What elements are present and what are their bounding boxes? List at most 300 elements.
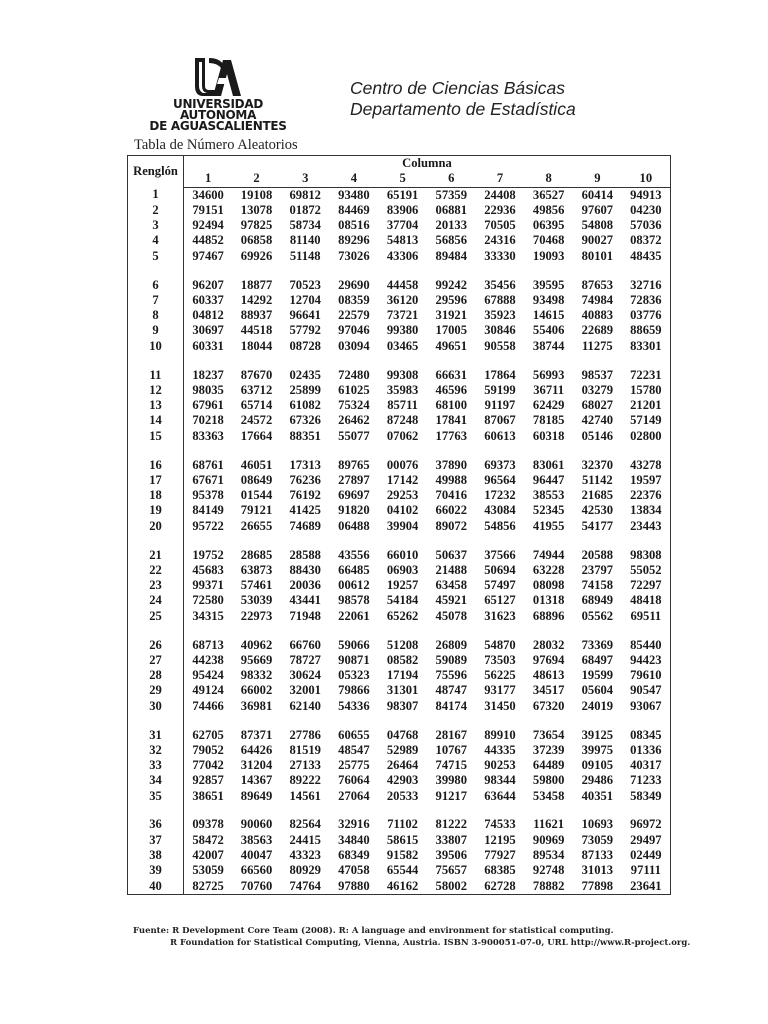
random-number-cell: 33807 [435,832,468,847]
random-number-cell: 24408 [484,187,516,202]
random-number-cell: 27133 [289,758,321,773]
random-number-cell: 79151 [192,202,224,217]
random-number-cell: 69926 [240,248,273,263]
random-number-cell: 46051 [240,457,273,472]
random-number-cell: 62429 [532,398,565,413]
random-number-cell: 89072 [435,518,468,533]
random-number-cell: 37566 [484,547,516,562]
table-title: Tabla de Número Aleatorios [134,137,298,153]
random-number-cell: 48435 [630,248,662,263]
random-number-cell: 62705 [192,727,224,742]
random-number-cell: 44335 [484,742,516,757]
random-number-cell: 26809 [435,637,468,652]
random-number-cell: 83061 [532,457,565,472]
random-number-cell: 87653 [581,277,614,292]
random-number-cell: 13834 [630,503,662,518]
random-number-cell: 93480 [338,187,370,202]
random-number-cell: 97607 [581,202,614,217]
random-number-cell: 73026 [338,248,370,263]
random-number-cell: 08728 [289,338,321,353]
random-number-cell: 19597 [630,472,662,487]
random-number-cell: 90558 [484,338,516,353]
random-number-cell: 48547 [338,742,370,757]
column-number: 5 [378,171,427,187]
random-number-cell: 20533 [386,788,419,803]
random-number-cell: 28167 [435,727,468,742]
random-number-cell: 74158 [581,578,614,593]
random-number-cell: 78882 [532,878,565,893]
random-number-cell: 36981 [240,698,273,713]
random-number-cell: 54808 [581,218,614,233]
random-number-cell: 73059 [581,832,614,847]
table-row [128,638,671,653]
random-number-cell: 66002 [240,683,273,698]
random-number-cell: 77042 [192,758,224,773]
random-number-cell: 51148 [289,248,321,263]
random-number-cell: 90253 [484,758,516,773]
random-number-cell: 01872 [289,202,321,217]
random-number-cell: 35923 [484,308,516,323]
random-number-cell: 04768 [386,727,419,742]
column-number: 7 [476,171,525,187]
random-number-cell: 74984 [581,292,614,307]
group-spacer [128,714,671,728]
random-number-cell: 27786 [289,727,321,742]
random-number-cell: 20133 [435,218,468,233]
random-number-cell: 31204 [240,758,273,773]
random-number-cell: 90969 [532,832,565,847]
random-number-cell: 24019 [581,698,614,713]
random-number-cell: 82564 [289,817,321,832]
random-number-cell: 08516 [338,218,370,233]
random-number-cell: 56225 [484,668,516,683]
random-number-cell: 06488 [338,518,370,533]
random-number-cell: 04230 [630,202,662,217]
random-number-cell: 14561 [289,788,321,803]
random-number-cell: 39125 [581,727,614,742]
spacer-cell [128,444,184,458]
row-number: 36 [128,817,184,832]
random-number-cell: 63712 [240,382,273,397]
random-number-cell: 39975 [581,742,614,757]
random-number-cell: 98332 [240,668,273,683]
random-number-cell: 87067 [484,413,516,428]
spacer-cell [184,804,671,818]
row-number: 31 [128,728,184,743]
spacer-cell [128,714,184,728]
random-number-cell: 31623 [484,608,516,623]
random-number-cell: 23641 [630,878,662,893]
random-number-cell: 10767 [435,742,468,757]
table-row [128,683,671,698]
random-number-cell: 21685 [581,488,614,503]
spacer-cell [128,804,184,818]
random-number-cell: 04102 [386,503,419,518]
random-number-cell: 52345 [532,503,565,518]
random-number-cell: 23797 [581,562,614,577]
random-number-cell: 44238 [192,652,224,667]
random-number-cell: 29497 [630,832,662,847]
random-number-cell: 25899 [289,382,321,397]
random-number-cell: 89649 [240,788,273,803]
random-number-cell: 68713 [192,637,224,652]
random-number-cell: 89534 [532,848,565,863]
random-number-cell: 97467 [192,248,224,263]
random-number-cell: 43441 [289,593,321,608]
random-number-cell: 98035 [192,382,224,397]
table-row [128,249,671,264]
random-number-cell: 02449 [630,848,662,863]
random-number-cell: 27064 [338,788,370,803]
random-number-cell: 21201 [630,398,662,413]
column-number: 4 [330,171,379,187]
random-number-cell: 74689 [289,518,321,533]
random-number-cell: 69511 [630,608,662,623]
random-number-cell: 45921 [435,593,468,608]
random-number-cell: 02800 [630,428,662,443]
random-number-cell: 69373 [484,457,516,472]
random-number-cell: 92494 [192,218,224,233]
random-number-cell: 87371 [240,727,273,742]
random-number-cell: 24415 [289,832,321,847]
random-number-cell: 85440 [630,637,662,652]
random-number-cell: 90871 [338,652,370,667]
random-number-cell: 08372 [630,233,662,248]
random-number-cell: 76064 [338,773,370,788]
table-row [128,488,671,503]
row-number: 3 [128,218,184,233]
row-number: 11 [128,368,184,383]
random-number-cell: 17194 [386,668,419,683]
random-number-cell: 12704 [289,292,321,307]
random-number-cell: 49651 [435,338,468,353]
random-number-cell: 66485 [338,562,370,577]
random-number-cell: 01336 [630,742,662,757]
random-number-cell: 32916 [338,817,370,832]
table-row [128,218,671,233]
random-number-cell: 30697 [192,323,224,338]
table-row [128,429,671,444]
random-number-cell: 70218 [192,413,224,428]
random-number-cell: 18237 [192,367,224,382]
random-number-cell: 72231 [630,367,662,382]
random-number-cell: 31450 [484,698,516,713]
random-number-cell: 81519 [289,742,321,757]
row-number: 8 [128,308,184,323]
random-number-cell: 77898 [581,878,614,893]
random-number-cell: 69812 [289,187,321,202]
random-number-cell: 30846 [484,323,516,338]
university-logo [142,56,294,133]
random-number-cell: 17763 [435,428,468,443]
row-number: 4 [128,233,184,248]
table-row [128,668,671,683]
random-number-cell: 58734 [289,218,321,233]
row-number: 17 [128,473,184,488]
random-number-cell: 29253 [386,488,419,503]
random-number-cell: 09378 [192,817,224,832]
table-row [128,368,671,383]
random-number-cell: 70523 [289,277,321,292]
random-number-cell: 25775 [338,758,370,773]
random-number-cell: 09105 [581,758,614,773]
column-number: 8 [524,171,573,187]
random-number-cell: 06903 [386,562,419,577]
random-number-cell: 65714 [240,398,273,413]
table-row [128,593,671,608]
random-number-cell: 38563 [240,832,273,847]
random-number-cell: 71102 [387,817,418,832]
random-number-cell: 99371 [192,578,224,593]
random-number-cell: 65127 [484,593,516,608]
row-number: 26 [128,638,184,653]
random-number-cell: 64489 [532,758,565,773]
random-number-cell: 94913 [630,187,662,202]
random-number-cell: 03776 [630,308,662,323]
random-number-cell: 08098 [532,578,565,593]
random-number-cell: 34600 [192,187,224,202]
spacer-cell [128,354,184,368]
random-number-cell: 38651 [192,788,224,803]
random-number-cell: 19093 [532,248,565,263]
random-number-cell: 28685 [240,547,273,562]
random-number-cell: 05562 [581,608,614,623]
random-number-cell: 88430 [289,562,321,577]
column-number: 6 [427,171,476,187]
logo-line-2: DE AGUASCALIENTES [149,119,287,133]
random-number-cell: 19599 [581,668,614,683]
row-number: 27 [128,653,184,668]
random-number-cell: 62728 [484,878,516,893]
random-number-cell: 01544 [240,488,273,503]
row-number: 23 [128,578,184,593]
random-number-cell: 68100 [435,398,468,413]
random-number-cell: 28032 [532,637,565,652]
random-number-cell: 89765 [338,457,370,472]
random-number-cell: 57792 [289,323,321,338]
random-number-cell: 32001 [289,683,321,698]
random-number-cell: 90547 [630,683,662,698]
random-number-cell: 40317 [630,758,662,773]
row-number: 35 [128,789,184,804]
random-number-cell: 41955 [532,518,565,533]
row-number: 20 [128,519,184,534]
row-number: 5 [128,249,184,264]
table-row [128,609,671,624]
random-number-cell: 66022 [435,503,468,518]
random-number-cell: 51208 [386,637,419,652]
random-number-cell: 72580 [192,593,224,608]
random-number-cell: 03279 [581,382,614,397]
random-number-cell: 94423 [630,652,662,667]
random-number-cell: 08345 [630,727,662,742]
table-row [128,758,671,773]
row-number: 34 [128,773,184,788]
random-number-cell: 19257 [386,578,419,593]
random-number-cell: 11621 [533,817,565,832]
random-number-cell: 63873 [240,562,273,577]
spacer-cell [184,624,671,638]
random-number-cell: 36527 [532,187,565,202]
random-number-cell: 57497 [484,578,516,593]
random-number-cell: 32716 [630,277,662,292]
random-number-cell: 87670 [240,367,273,382]
random-number-cell: 23443 [630,518,662,533]
random-number-cell: 18044 [240,338,273,353]
random-number-cell: 87248 [386,413,419,428]
random-number-cell: 70505 [484,218,516,233]
random-number-cell: 42530 [581,503,614,518]
table-row [128,458,671,473]
random-number-cell: 46596 [435,382,468,397]
random-number-cell: 35456 [484,277,516,292]
random-number-cell: 83906 [386,202,419,217]
random-number-cell: 08649 [240,472,273,487]
random-number-cell: 47058 [338,863,370,878]
random-number-cell: 91820 [338,503,370,518]
random-number-cell: 43556 [338,547,370,562]
random-number-cell: 97825 [240,218,273,233]
random-number-cell: 17664 [240,428,273,443]
table-row [128,278,671,293]
random-number-cell: 38553 [532,488,565,503]
random-number-cell: 46162 [386,878,419,893]
random-number-cell: 58615 [386,832,419,847]
table-row [128,203,671,218]
random-number-cell: 20036 [289,578,321,593]
table-row [128,339,671,354]
random-number-cell: 11275 [581,338,613,353]
random-number-cell: 14615 [532,308,565,323]
random-number-cell: 43323 [289,848,321,863]
table-row [128,323,671,338]
table-row [128,743,671,758]
random-number-cell: 60331 [192,338,224,353]
random-number-cell: 99380 [386,323,419,338]
random-number-cell: 13078 [240,202,273,217]
random-number-cell: 63228 [532,562,565,577]
table-row [128,728,671,743]
random-number-cell: 98537 [581,367,614,382]
random-number-cell: 40047 [240,848,273,863]
random-number-cell: 67320 [532,698,565,713]
table-row [128,383,671,398]
random-number-cell: 68761 [192,457,224,472]
random-number-cell: 52989 [386,742,419,757]
random-number-cell: 70416 [435,488,468,503]
random-number-cell: 67671 [192,472,224,487]
random-number-cell: 57149 [630,413,662,428]
random-number-cell: 26655 [240,518,273,533]
table-row [128,653,671,668]
random-number-cell: 03465 [386,338,419,353]
random-number-cell: 05323 [338,668,370,683]
random-number-cell: 81222 [435,817,468,832]
random-number-cell: 98307 [386,698,419,713]
spacer-cell [128,624,184,638]
row-number: 19 [128,503,184,518]
random-number-cell: 60318 [532,428,565,443]
random-number-cell: 48613 [532,668,565,683]
random-number-cell: 35983 [386,382,419,397]
source-note-line-2: R Foundation for Statistical Computing, Vienna, Austria. ISBN 3-900051-07-0, URL http://www.R-project.org. [170,937,691,948]
random-number-cell: 72480 [338,367,370,382]
row-number: 7 [128,293,184,308]
random-number-cell: 60613 [484,428,516,443]
random-number-cell: 70760 [240,878,273,893]
random-number-cell: 91217 [435,788,468,803]
random-number-cell: 31013 [581,863,614,878]
row-number: 15 [128,429,184,444]
group-spacer [128,264,671,278]
random-number-cell: 73721 [386,308,419,323]
random-number-cell: 68027 [581,398,614,413]
random-number-cell: 54856 [484,518,516,533]
random-number-cell: 06881 [435,202,468,217]
random-number-cell: 42007 [192,848,224,863]
random-number-cell: 22936 [484,202,516,217]
row-number: 39 [128,863,184,878]
column-number: 10 [622,171,671,187]
column-group-label: Columna [402,156,452,170]
random-number-cell: 29596 [435,292,468,307]
random-number-cell: 14367 [240,773,273,788]
table-row [128,187,671,203]
random-number-cell: 45683 [192,562,224,577]
column-number-row [128,171,671,187]
random-number-cell: 82725 [192,878,224,893]
group-spacer [128,354,671,368]
random-number-cell: 92748 [532,863,565,878]
random-number-cell: 79866 [338,683,370,698]
random-number-cell: 79610 [630,668,662,683]
random-number-cell: 34517 [532,683,565,698]
row-number: 24 [128,593,184,608]
random-number-cell: 05146 [581,428,614,443]
random-number-cell: 98344 [484,773,516,788]
random-number-cell: 73369 [581,637,614,652]
random-number-cell: 18877 [240,277,273,292]
random-number-cell: 34315 [192,608,224,623]
column-number: 2 [232,171,281,187]
random-number-cell: 84149 [192,503,224,518]
table-row [128,473,671,488]
random-number-cell: 17005 [435,323,468,338]
source-note [133,926,690,949]
random-number-cell: 01318 [532,593,565,608]
random-number-cell: 17841 [435,413,468,428]
random-number-cell: 02435 [289,367,321,382]
random-number-cell: 04812 [192,308,224,323]
random-number-cell: 39904 [386,518,419,533]
random-number-cell: 79121 [240,503,273,518]
random-number-cell: 49856 [532,202,565,217]
random-number-cell: 68385 [484,863,516,878]
random-number-cell: 95722 [192,518,224,533]
random-number-cell: 19752 [192,547,224,562]
random-number-cell: 98578 [338,593,370,608]
row-number: 32 [128,743,184,758]
random-number-cell: 61025 [338,382,370,397]
random-number-cell: 97111 [630,863,661,878]
random-number-cell: 68896 [532,608,565,623]
random-number-cell: 95669 [240,652,273,667]
random-number-cell: 99308 [386,367,419,382]
random-number-cell: 24316 [484,233,516,248]
row-number: 40 [128,879,184,895]
spacer-cell [184,444,671,458]
random-number-cell: 91582 [386,848,419,863]
